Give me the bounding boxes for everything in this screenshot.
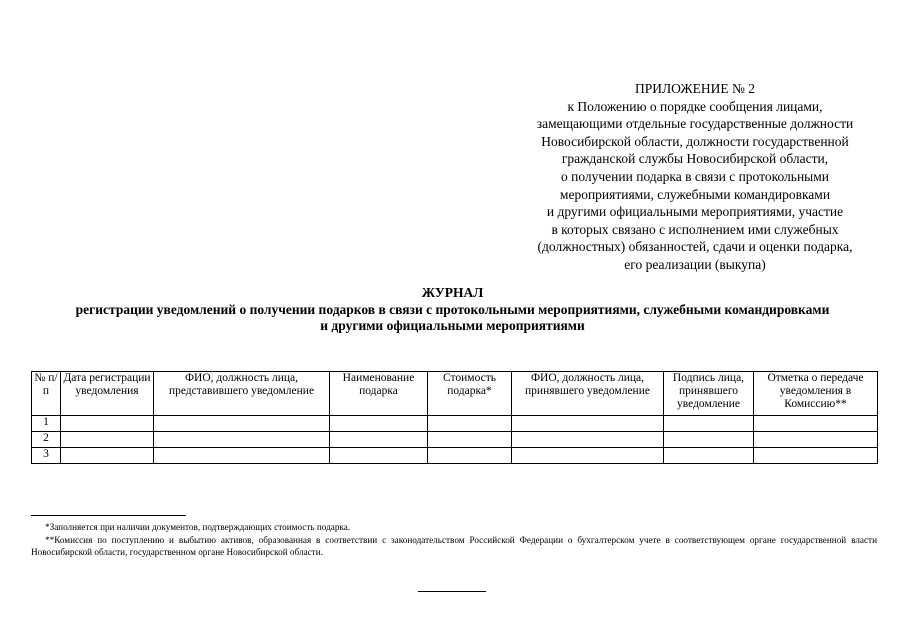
table-cell (154, 416, 330, 432)
journal-subtitle-line-2: и другими официальными мероприятиями (320, 318, 585, 333)
appendix-line: мероприятиями, служебными командировками (559, 186, 831, 202)
appendix-line: его реализации (выкупа) (624, 256, 766, 272)
table-row (32, 432, 878, 448)
header-cell-receiver: ФИО, должность лица, принявшего уведомление (512, 372, 664, 416)
table-cell (754, 416, 878, 432)
appendix-line: и другими официальными мероприятиями, участие (546, 204, 844, 220)
header-cell-number: № п/п (32, 372, 61, 416)
table-cell (330, 432, 428, 448)
table-cell (154, 432, 330, 448)
table-row (32, 448, 878, 464)
table-cell (428, 416, 512, 432)
table-cell (61, 448, 154, 464)
table-cell (61, 416, 154, 432)
header-cell-submitter: ФИО, должность лица, представившего уведомление (154, 372, 330, 416)
appendix-line: гражданской службы Новосибирской области, (561, 151, 829, 167)
table-cell: 3 (32, 448, 61, 464)
table-cell: 2 (32, 432, 61, 448)
table-row (32, 416, 878, 432)
table-cell (512, 416, 664, 432)
table-cell (754, 432, 878, 448)
footnotes (31, 521, 877, 559)
appendix-line: в которых связано с исполнением ими служебных (551, 221, 839, 237)
journal-heading: ЖУРНАЛ (421, 285, 484, 300)
footnote-2: **Комиссия по поступлению и выбытию активов, образованная в соответствии с законодательством Российской Федерации о бухгалтерском учете в соответствующем органе государственной власти Новосибирской области, государственном органе Новосибирской области. (31, 534, 877, 557)
table-cell (428, 448, 512, 464)
table-cell (754, 448, 878, 464)
end-divider (418, 591, 486, 592)
journal-subtitle-line-1: регистрации уведомлений о получении подарков в связи с протокольными мероприятиями, служебными командировками (75, 301, 830, 317)
table-cell (664, 416, 754, 432)
appendix-block (500, 80, 890, 274)
table-cell (664, 432, 754, 448)
header-cell-signature: Подпись лица, принявшего уведомление (664, 372, 754, 416)
footnote-divider (31, 515, 186, 516)
table-cell (154, 448, 330, 464)
header-cell-date: Дата регистрации уведомления (61, 372, 154, 416)
appendix-line: о получении подарка в связи с протокольными (560, 168, 830, 184)
appendix-line: (должностных) обязанностей, сдачи и оценки подарка, (537, 239, 853, 255)
appendix-line: к Положению о порядке сообщения лицами, (567, 98, 823, 114)
table-cell (61, 432, 154, 448)
table-cell (330, 448, 428, 464)
table-header-row (32, 372, 878, 416)
table-cell (512, 448, 664, 464)
table-cell (330, 416, 428, 432)
appendix-line: замещающими отдельные государственные должности (536, 116, 854, 132)
table-cell (512, 432, 664, 448)
footnote-1: *Заполняется при наличии документов, подтверждающих стоимость подарка. (45, 522, 351, 532)
appendix-line: Новосибирской области, должности государственной (541, 133, 849, 149)
header-cell-commission-mark: Отметка о передаче уведомления в Комиссию** (754, 372, 878, 416)
table-cell: 1 (32, 416, 61, 432)
header-cell-gift-name: Наименование подарка (330, 372, 428, 416)
table-cell (664, 448, 754, 464)
appendix-line: ПРИЛОЖЕНИЕ № 2 (634, 81, 756, 96)
header-cell-gift-cost: Стоимость подарка* (428, 372, 512, 416)
journal-title (0, 285, 905, 335)
journal-table (31, 371, 878, 464)
table-cell (428, 432, 512, 448)
